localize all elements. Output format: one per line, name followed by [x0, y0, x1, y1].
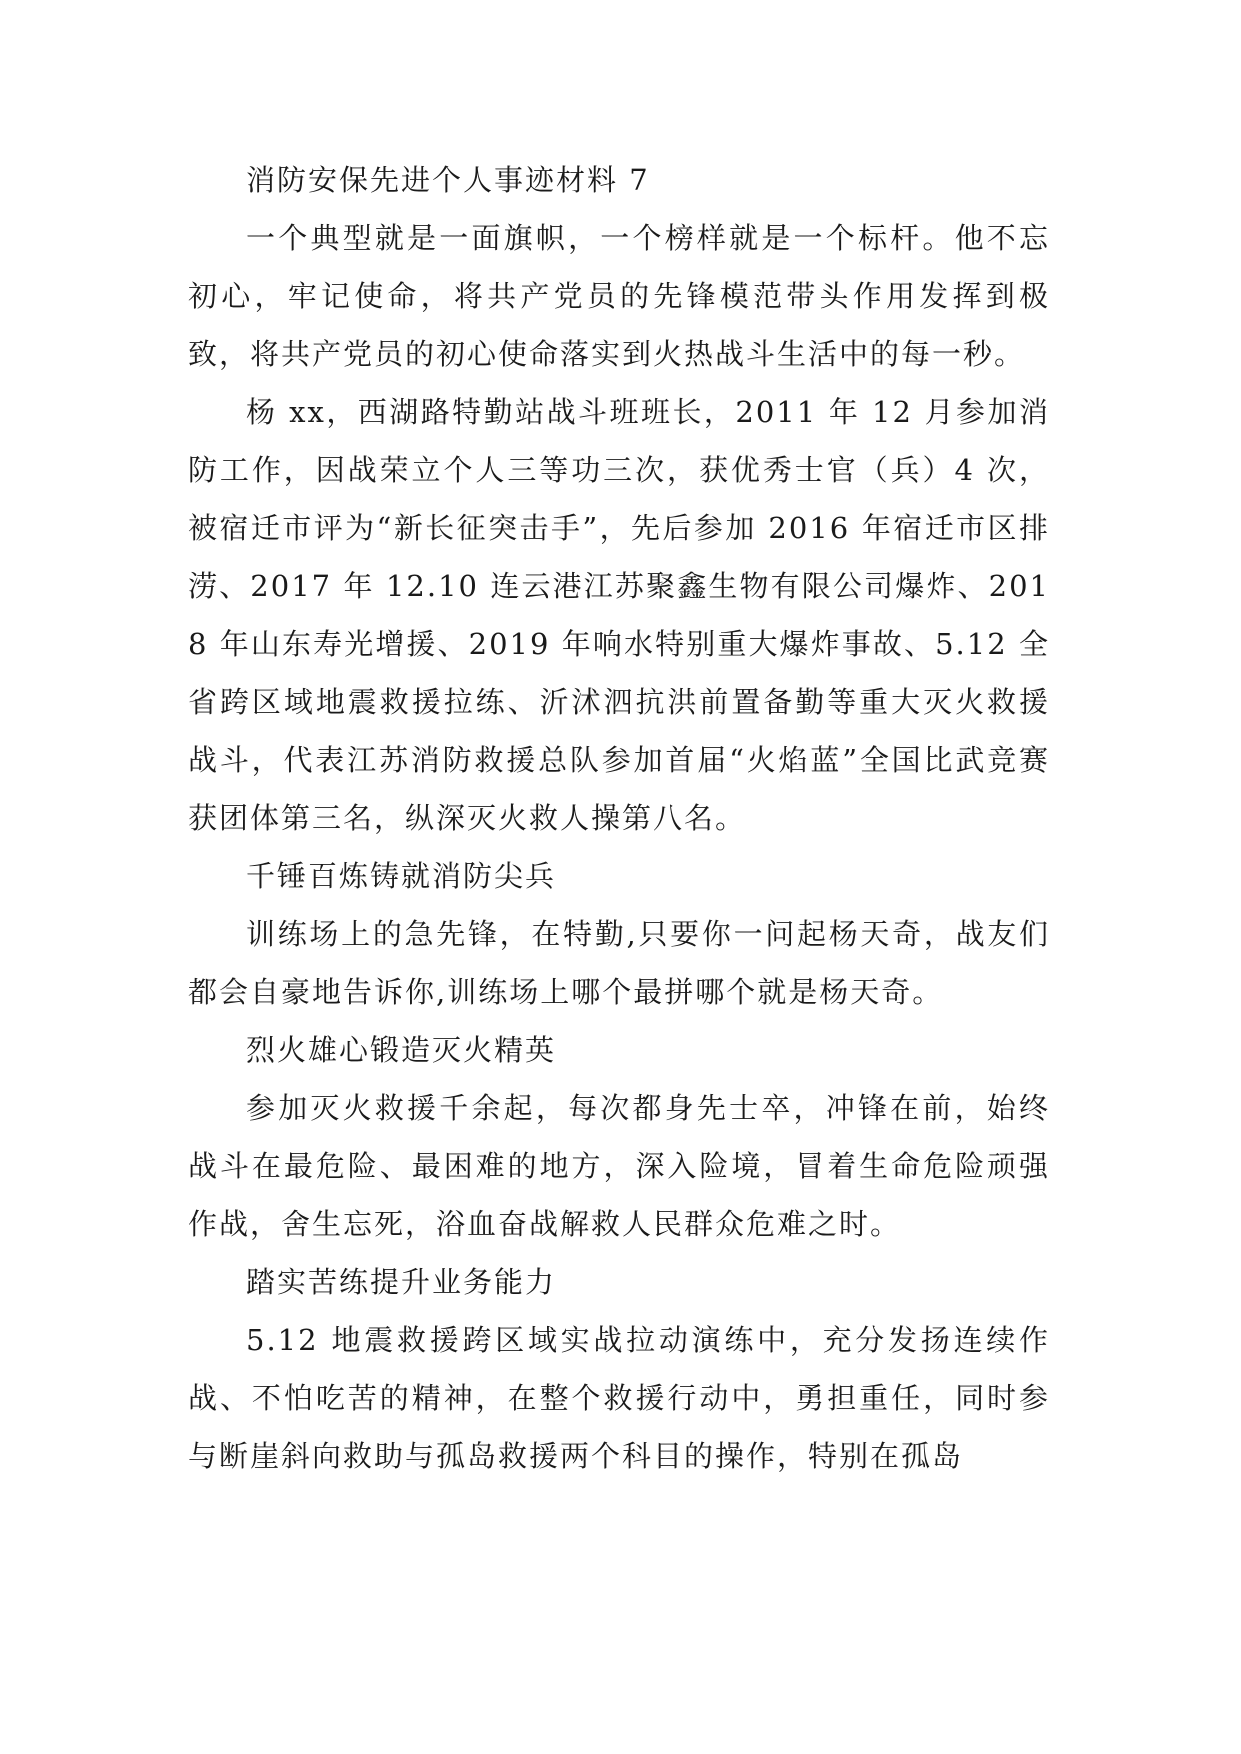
section-text-skills: 5.12 地震救援跨区域实战拉动演练中，充分发扬连续作战、不怕吃苦的精神，在整个救援行动中，勇担重任，同时参与断崖斜向救助与孤岛救援两个科目的操作，特别在孤岛 [188, 1323, 1050, 1473]
document-title: 消防安保先进个人事迹材料 7 [246, 163, 650, 197]
document-body [188, 151, 1050, 1485]
section-text-firefighting: 参加灭火救援千余起，每次都身先士卒，冲锋在前，始终战斗在最危险、最困难的地方，深入险境，冒着生命危险顽强作战，舍生忘死，浴血奋战解救人民群众危难之时。 [188, 1091, 1050, 1241]
section-heading-skills: 踏实苦练提升业务能力 [246, 1265, 557, 1299]
section-heading-firefighting: 烈火雄心锻造灭火精英 [246, 1033, 557, 1067]
profile-paragraph: 杨 xx，西湖路特勤站战斗班班长，2011 年 12 月参加消防工作，因战荣立个人三等功三次，获优秀士官（兵）4 次，被宿迁市评为“新长征突击手”，先后参加 2016 年宿迁市区排涝、2017 年 12.10 连云港江苏聚鑫生物有限公司爆炸、2018 年山东寿光增援、2019 年响水特别重大爆炸事故、5.12 全省跨区域地震救援拉练、沂沭泗抗洪前置备勤等重大灭火救援战斗，代表江苏消防救援总队参加首届“火焰蓝”全国比武竞赛获团体第三名，纵深灭火救人操第八名。 [188, 395, 1050, 835]
section-text-training: 训练场上的急先锋，在特勤,只要你一问起杨天奇，战友们都会自豪地告诉你,训练场上哪个最拼哪个就是杨天奇。 [188, 917, 1050, 1009]
section-heading-training: 千锤百炼铸就消防尖兵 [246, 859, 557, 893]
intro-paragraph: 一个典型就是一面旗帜，一个榜样就是一个标杆。他不忘初心，牢记使命，将共产党员的先锋模范带头作用发挥到极致，将共产党员的初心使命落实到火热战斗生活中的每一秒。 [188, 221, 1050, 371]
